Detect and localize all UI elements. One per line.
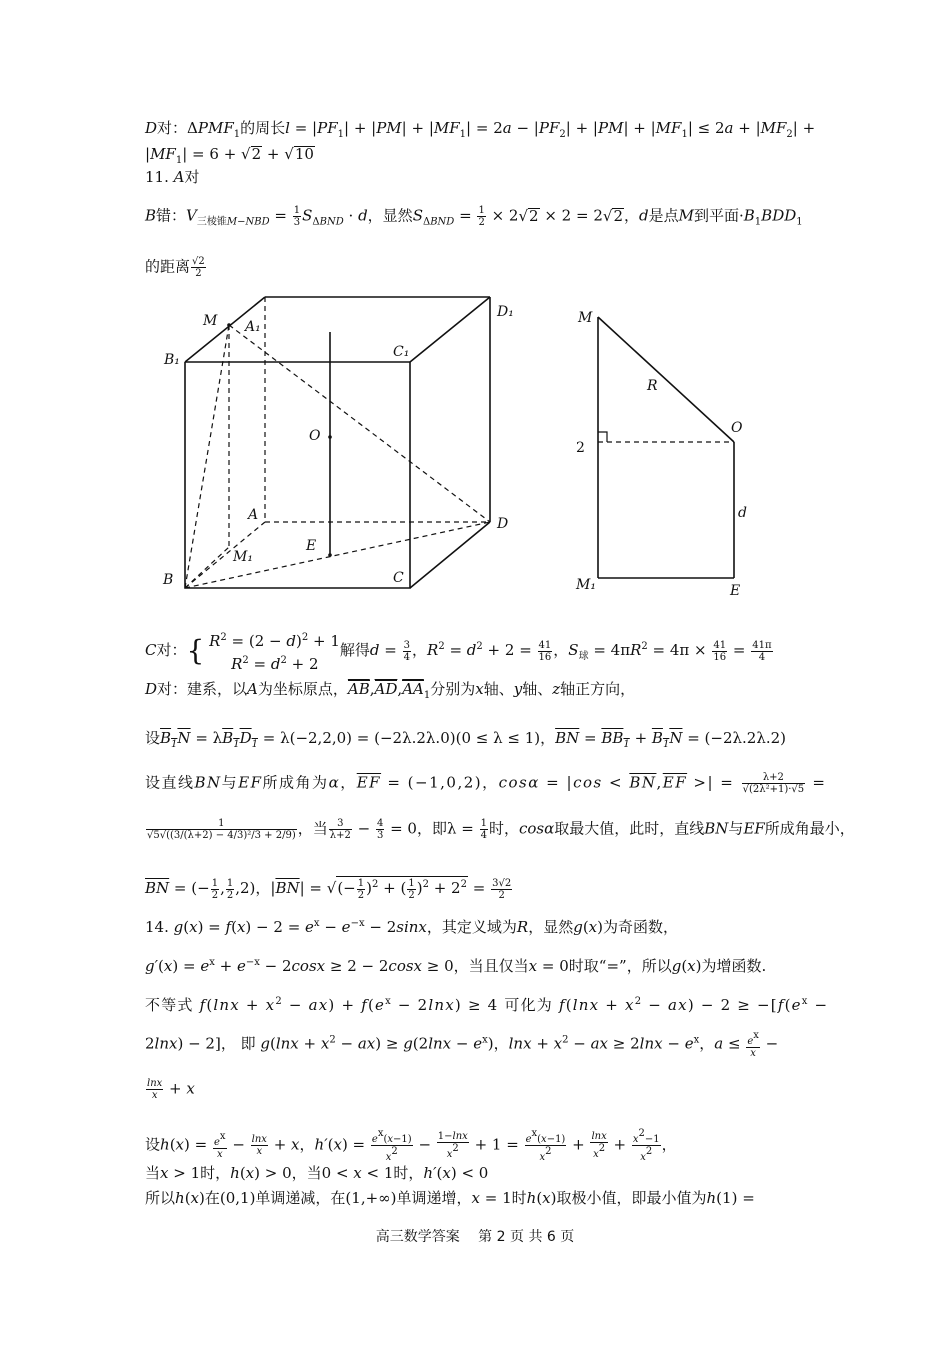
point-E <box>328 553 332 557</box>
line-14-deriv: $g'(x) = e^x + e^{-x} - 2\cos x \ge 2 - 2\cos x \ge 0$，当且仅当x = 0时取“=”，所以g(x)为增函数. <box>145 957 767 975</box>
label-D1: D₁ <box>497 304 514 320</box>
line-d-coordinate: D对：建系，以A为坐标原点，$\overline{AB},\overline{AD},\overline{AA}_1$分别为x轴、y轴、z轴正方向， <box>145 680 636 701</box>
side-label-d: d <box>738 505 747 521</box>
line-d-bn: $\overline{BN}$ = (− $\frac{1}{2}$ , $\frac{1}{2}$ ,2)，$|\overline{BN}|$ = √(− $\frac{1}{2}$ )$^2$ + ( $\frac{1}{2}$ )$^2 + 2^2$ = $\frac{3√2}{2}$ <box>145 877 512 901</box>
line-14-g: 2lnx) − 2]， 即 $g(\ln x + x^2 - ax) \ge g(2\ln x - e^x)$，$\ln x + x^2$ − ax ≥ $2\ln x - e^x$，a ≤ $\frac{ex}{x}$ − <box>145 1030 779 1059</box>
label-M: M <box>203 313 218 329</box>
line-b-distance: 的距离 $\frac{√2}{2}$ <box>145 256 205 279</box>
question-14: 14. $g(x) = f(x) - 2 = e^x - e^{-x} - 2\sin x$，其定义域为R，显然g(x)为奇函数， <box>145 918 678 936</box>
side-label-E: E <box>730 583 741 599</box>
line-c-right: C对：{ $R^2 = (2 - d)^2 + 1$ $R^2 = d^2 + 2$ 解得d = $\frac{3}{4}$ ，$R^2 = d^2 + 2$ = $\frac{41}{16}$ ，$S_球 = 4\pi R^2 = 4\pi$ × $\frac{41}{16}$ = $\frac{41\pi}{4}$ <box>145 632 772 673</box>
page-footer: 高三数学答案 第 2 页 共 6 页 <box>375 1229 575 1245</box>
segment-MD <box>229 325 490 522</box>
side-label-M1: M₁ <box>576 577 596 593</box>
label-A: A <box>248 507 259 523</box>
line-14-h: 设h(x) = $\frac{ex}{x}$ − $\frac{\ln x}{x}$ + x，h′(x) = $\frac{ex(x-1)}{x2}$ − $\frac{1-\ln x}{x2}$ + 1 = $\frac{ex(x-1)}{x2}$ + $\frac{\ln x}{x2}$ + $\frac{x2-1}{x2}$ ， <box>145 1128 677 1163</box>
segment-BD <box>185 522 490 588</box>
side-label-O: O <box>731 420 743 436</box>
line-14-sign: 当x > 1时，h(x) > 0，当0 < x < 1时，h′(x) < 0 <box>145 1164 489 1182</box>
label-A1: A₁ <box>245 319 261 335</box>
point-O <box>328 435 332 439</box>
line-b-wrong: B错：$V_{三棱锥M-NBD}$ = $\frac{1}{3}$ $S_{\Delta BND} \cdot d$，显然$S_{\Delta BND}$ = $\frac{1}{2}$ × 2√2 × 2 = 2√2，d是点M到平面$\cdot B_1BDD_1$ <box>145 205 803 228</box>
segment-BM <box>185 325 229 588</box>
label-M1: M₁ <box>233 549 253 565</box>
side-label-R: R <box>647 378 658 394</box>
line-d-set-n: 设$B_1N = \lambda B_1D_1 = \lambda(-2,2,0) = (-2\lambda.2\lambda.0)(0 \le \lambda \le 1)$，$\overline{BN} = BB_1 + B_1N = (-2\lambda.2\lambda.2)$ <box>145 729 786 750</box>
line-text: D对：$\Delta PMF_1$的周长$l = |PF_1| + |PM| + |MF_1| = 2a - |PF_2| + |PM| + |MF_1| \le 2a + |MF_2|$ + <box>145 119 816 140</box>
line-14-mono: 所以h(x)在(0,1)单调递减，在(1,+∞)单调递增，x = 1时h(x)取极小值，即最小值为h(1) = <box>145 1189 755 1207</box>
side-label-2: 2 <box>576 440 585 456</box>
label-O: O <box>309 428 321 444</box>
question-11: 11. A对 <box>145 168 200 186</box>
side-label-M: M <box>578 310 593 326</box>
line-d-angle: 设直线BN与EF所成角为α，$\overline{EF} = (-1,0,2)$，$\cos\alpha = |\cos < \overline{BN},\overline{EF}$ >| = $\frac{\lambda+2}{\text{√(2λ²+1)·√5}}$ = <box>145 772 827 795</box>
cube-front-face <box>185 362 410 588</box>
label-B: B <box>163 572 174 588</box>
label-C: C <box>393 570 404 586</box>
line-d-max: $\frac{1}{\text{√5√((3/(λ+2) − 4/3)²/3 + 2/9)}}$ ，当 $\frac{3}{\lambda+2}$ − $\frac{4}{3}$ = 0，即λ = $\frac{1}{4}$ 时，cosα取最大值，此时，直线BN与EF所成角最小， <box>147 818 855 841</box>
label-B1: B₁ <box>164 352 180 368</box>
line-14-a: $\frac{\ln x}{x}$ + x <box>147 1078 195 1101</box>
point-M <box>227 323 231 327</box>
label-E: E <box>306 538 317 554</box>
line-14-ineq: 不等式 $f(\ln x + x^2 - ax) + f(e^x - 2\ln x) \ge 4$ 可化为 $f(\ln x + x^2 - ax) - 2 \ge -[f(e^x$ − <box>145 996 829 1014</box>
side-figure <box>598 317 734 578</box>
label-C1: C₁ <box>393 344 410 360</box>
right-angle-mark <box>598 432 607 442</box>
line-d-perimeter-cont: $|MF_1| = 6 + √2 + √10$ <box>145 145 314 166</box>
label-D: D <box>497 516 509 532</box>
